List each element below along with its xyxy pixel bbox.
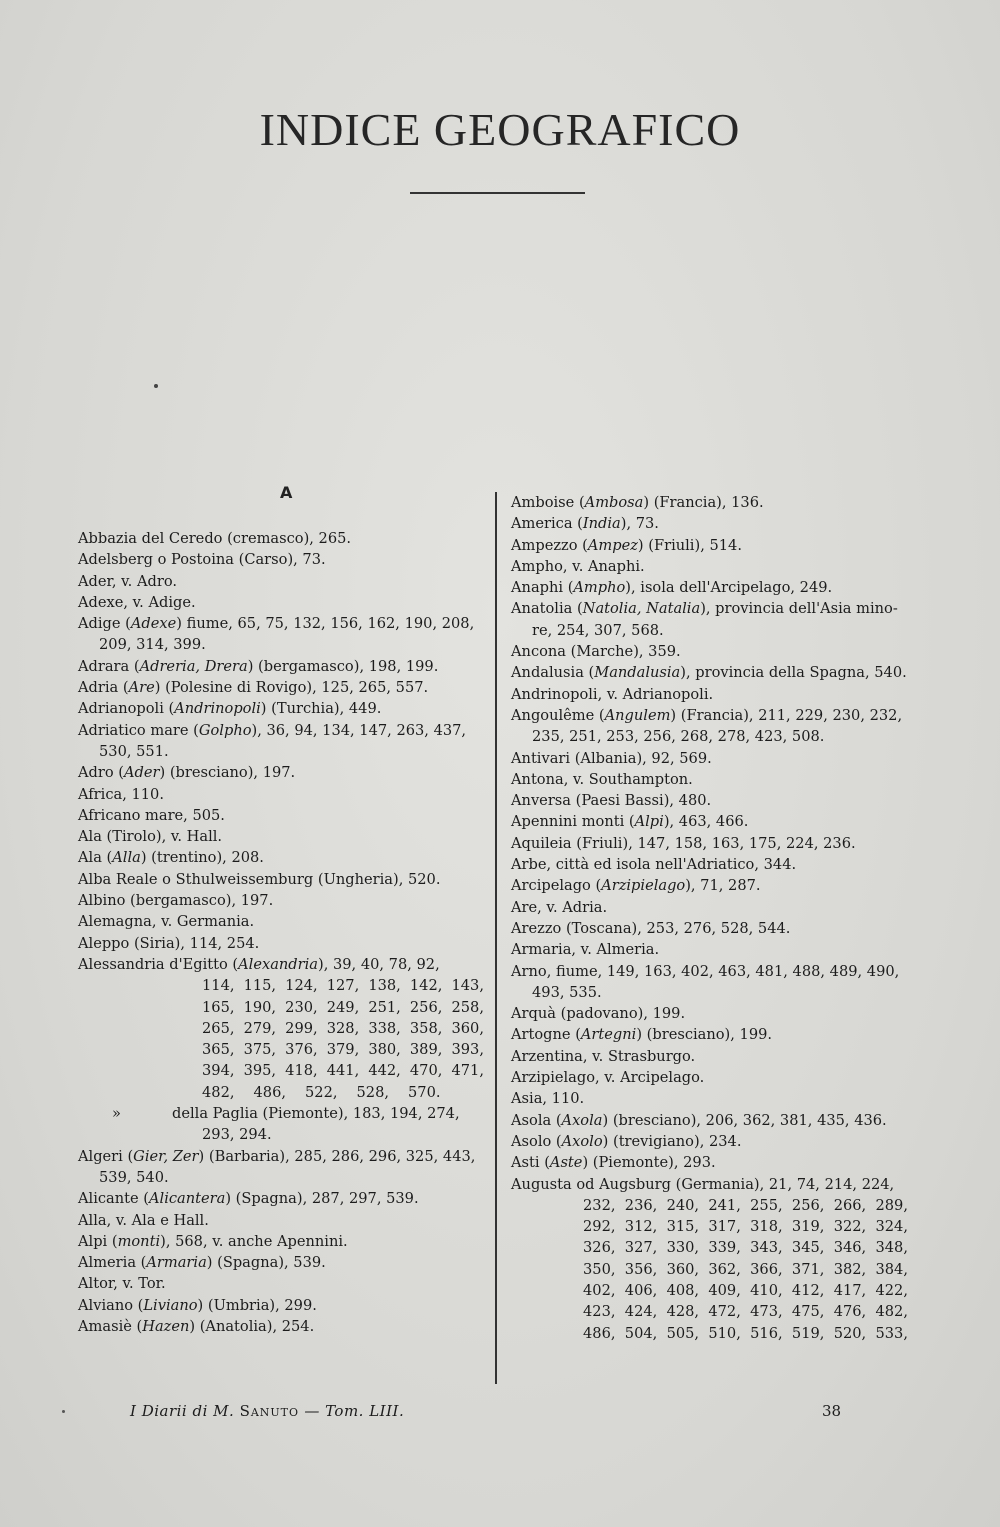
page-ref: 143, (451, 977, 484, 995)
page-number-row (78, 997, 490, 1018)
page-number-line (583, 1259, 908, 1280)
index-entry: Aleppo (Siria), 114, 254. (78, 934, 260, 952)
page-ref: 362, (708, 1260, 741, 1278)
page-ref: 422, (875, 1281, 908, 1299)
page-ref: 360, (451, 1019, 484, 1037)
index-entry: Alemagna, v. Germania. (78, 913, 255, 931)
page-ref: 190, (243, 998, 277, 1016)
page-ref: 379, (326, 1041, 360, 1059)
index-entry: Arno, fiume, 149, 163, 402, 463, 481, 488, 489, 490, (511, 962, 900, 980)
page-ref: 375, (243, 1041, 277, 1059)
column-divider (495, 492, 497, 1384)
page-number-row (511, 1280, 921, 1301)
index-entry: Adrara (Adreria, Drera) (bergamasco), 198, 199. (78, 657, 439, 675)
index-entry: Altor, v. Tor. (78, 1275, 166, 1293)
page-ref: 356, (624, 1260, 658, 1278)
section-letter: A (280, 483, 293, 502)
index-entry: Antivari (Albania), 92, 569. (511, 749, 712, 767)
left-column (78, 528, 490, 1337)
index-entry: Adro (Ader) (bresciano), 197. (78, 764, 296, 782)
page-ref: 382, (833, 1260, 867, 1278)
page-ref: 299, (285, 1019, 318, 1037)
page-ref: 328, (326, 1019, 360, 1037)
page-number-row (78, 1082, 490, 1103)
index-entry: Adria (Are) (Polesine di Rovigo), 125, 265, 557. (78, 679, 429, 697)
page-ref: 472, (708, 1303, 741, 1321)
page-number-row (511, 1195, 921, 1216)
page-ref: 236, (624, 1196, 658, 1214)
index-entry: Alicante (Alicantera) (Spagna), 287, 297, 539. (78, 1190, 419, 1208)
page-ref: 380, (368, 1041, 401, 1059)
page-ref: 292, (583, 1218, 616, 1236)
footer-title-pre: I Diarii di M. (130, 1402, 240, 1420)
page-ref: 570. (408, 1083, 441, 1101)
index-entry: Antona, v. Southampton. (511, 770, 693, 788)
page-ref: 519, (791, 1324, 825, 1342)
page-title: INDICE GEOGRAFICO (259, 104, 741, 155)
page-ref: 240, (666, 1196, 700, 1214)
index-entry: Angoulême (Angulem) (Francia), 211, 229, 230, 232, (511, 706, 903, 724)
page-ref: 395, (243, 1062, 277, 1080)
page-ref: 319, (791, 1218, 825, 1236)
page-ref: 389, (409, 1041, 443, 1059)
index-entry: Adige (Adexe) fiume, 65, 75, 132, 156, 162, 190, 208, (78, 615, 475, 633)
page-ref: 138, (368, 977, 401, 995)
index-entry: Africano mare, 505. (78, 806, 225, 824)
page-number-line (202, 1082, 484, 1103)
page-number-row (78, 1060, 490, 1081)
page-ref: 384, (875, 1260, 908, 1278)
page-ref: 522, (305, 1083, 338, 1101)
page-number-line (583, 1195, 908, 1216)
index-entry: Anaphi (Ampho), isola dell'Arcipelago, 249. (511, 579, 833, 597)
page-ref: 471, (451, 1062, 484, 1080)
index-subentry-text: della Paglia (Piemonte), 183, 194, 274, (172, 1105, 460, 1123)
index-entry-continuation: 209, 314, 399. (99, 636, 206, 654)
page-number-row (511, 1301, 921, 1322)
page-ref: 255, (750, 1196, 783, 1214)
index-entry: Ampezzo (Ampez) (Friuli), 514. (511, 536, 742, 554)
page-ref: 510, (708, 1324, 741, 1342)
index-entry: Ala (Alla) (trentino), 208. (78, 849, 264, 867)
page-ref: 528, (356, 1083, 389, 1101)
page-number-row (78, 1039, 490, 1060)
page-ref: 346, (833, 1239, 867, 1257)
page-ref: 504, (624, 1324, 658, 1342)
page-ref: 114, (202, 977, 235, 995)
page-ref: 330, (666, 1239, 700, 1257)
index-entry: Alpi (monti), 568, v. anche Apennini. (78, 1232, 348, 1250)
index-entry: Armaria, v. Almeria. (511, 941, 660, 959)
index-entry: Arzipielago, v. Arcipelago. (511, 1069, 705, 1087)
page-number-row (511, 1259, 921, 1280)
page-ref: 482, (202, 1083, 235, 1101)
index-entry: Alviano (Liviano) (Umbria), 299. (78, 1296, 317, 1314)
page-ref: 482, (875, 1303, 908, 1321)
page-ref: 249, (326, 998, 360, 1016)
index-entry: Arzentina, v. Strasburgo. (511, 1047, 696, 1065)
index-entry: Asti (Aste) (Piemonte), 293. (511, 1154, 716, 1172)
index-entry: Ampho, v. Anaphi. (511, 557, 645, 575)
index-entry: Amboise (Ambosa) (Francia), 136. (511, 494, 764, 511)
page-ref: 394, (202, 1062, 235, 1080)
page-ref: 327, (624, 1239, 658, 1257)
page-ref: 241, (708, 1196, 741, 1214)
index-entry: Aquileia (Friuli), 147, 158, 163, 175, 224, 236. (511, 834, 856, 852)
page-ref: 409, (708, 1281, 741, 1299)
page-ref: 423, (583, 1303, 616, 1321)
page-ref: 256, (409, 998, 443, 1016)
index-entry: Adriatico mare (Golpho), 36, 94, 134, 147, 263, 437, (78, 721, 467, 739)
page-ref: 266, (833, 1196, 867, 1214)
page-ref: 258, (451, 998, 484, 1016)
page-footer (0, 1402, 1000, 1426)
page-number-row (78, 1018, 490, 1039)
page-ref: 338, (368, 1019, 401, 1037)
page-ref: 317, (708, 1218, 741, 1236)
index-entry: Asola (Axola) (bresciano), 206, 362, 381, 435, 436. (511, 1111, 887, 1129)
page-ref: 142, (409, 977, 443, 995)
page-ref: 348, (875, 1239, 908, 1257)
page-ref: 533, (875, 1324, 908, 1342)
index-entry-continuation: 530, 551. (99, 742, 169, 760)
page-number-line (583, 1280, 908, 1301)
page-ref: 371, (791, 1260, 825, 1278)
page-ref: 230, (285, 998, 318, 1016)
page-ref: 393, (451, 1041, 484, 1059)
page-ref: 265, (202, 1019, 235, 1037)
index-entry: Are, v. Adria. (511, 898, 608, 916)
index-entry: Anatolia (Natolia, Natalia), provincia dell'Asia mino- (511, 600, 898, 618)
index-entry: Almeria (Armaria) (Spagna), 539. (78, 1254, 326, 1272)
page-ref: 412, (791, 1281, 825, 1299)
page-number-line (583, 1216, 908, 1237)
page-ref: 343, (750, 1239, 783, 1257)
index-entry: Adelsberg o Postoina (Carso), 73. (78, 551, 326, 569)
index-entry: Augusta od Augsburg (Germania), 21, 74, 214, 224, (511, 1175, 895, 1193)
page-ref: 516, (750, 1324, 783, 1342)
index-entry: America (India), 73. (511, 515, 659, 533)
index-entry: Alba Reale o Sthulweissemburg (Ungheria), 520. (78, 870, 441, 888)
page-number-line (583, 1237, 908, 1258)
page-ref: 402, (583, 1281, 616, 1299)
page-ref: 251, (368, 998, 401, 1016)
page-ref: 115, (243, 977, 277, 995)
page-ref: 358, (409, 1019, 443, 1037)
page-number-line (583, 1301, 908, 1322)
page-ref: 232, (583, 1196, 616, 1214)
page-ref: 428, (666, 1303, 700, 1321)
index-entry: Alla, v. Ala e Hall. (78, 1211, 209, 1229)
index-subentry-continuation: 293, 294. (202, 1126, 272, 1144)
page-ref: 475, (791, 1303, 825, 1321)
page-ref: 520, (833, 1324, 867, 1342)
index-entry: Apennini monti (Alpi), 463, 466. (511, 813, 749, 831)
page-ref: 256, (791, 1196, 825, 1214)
page-ref: 124, (285, 977, 318, 995)
index-entry: Albino (bergamasco), 197. (78, 892, 274, 910)
index-entry: Arquà (padovano), 199. (511, 1005, 686, 1023)
page-ref: 165, (202, 998, 235, 1016)
page-ref: 339, (708, 1239, 741, 1257)
page-ref: 505, (666, 1324, 700, 1342)
index-entry: Arezzo (Toscana), 253, 276, 528, 544. (511, 919, 791, 937)
index-entry: Arbe, città ed isola nell'Adriatico, 344. (511, 856, 797, 874)
page-ref: 326, (583, 1239, 616, 1257)
footer-title (130, 1402, 404, 1420)
index-entry: Arcipelago (Arzipielago), 71, 287. (511, 877, 761, 895)
index-entry-continuation: 235, 251, 253, 256, 268, 278, 423, 508. (532, 728, 825, 746)
ink-speck (154, 384, 158, 388)
index-entry: Ader, v. Adro. (78, 572, 177, 590)
page-ref: 486, (583, 1324, 616, 1342)
page-ref: 476, (833, 1303, 867, 1321)
page-ref: 418, (285, 1062, 318, 1080)
page-number: 38 (822, 1402, 842, 1420)
ditto-mark: » (112, 1105, 121, 1123)
page-ref: 441, (326, 1062, 360, 1080)
page-number-line (202, 1039, 484, 1060)
page-ref: 312, (624, 1218, 658, 1236)
page-number-line (202, 997, 484, 1018)
footer-author: Sanuto (239, 1402, 300, 1420)
page-ref: 486, (253, 1083, 286, 1101)
index-entry: Adexe, v. Adige. (78, 593, 196, 611)
index-entry: Asolo (Axolo) (trevigiano), 234. (511, 1132, 742, 1150)
page-ref: 442, (368, 1062, 401, 1080)
page-number-line (202, 1018, 484, 1039)
page-ref: 322, (833, 1218, 867, 1236)
index-entry: Africa, 110. (78, 785, 164, 803)
title-rule (410, 192, 585, 194)
index-entry: Adrianopoli (Andrinopoli) (Turchia), 449. (78, 700, 382, 718)
index-entry: Andrinopoli, v. Adrianopoli. (511, 685, 714, 703)
page-number-row (511, 1323, 921, 1344)
index-entry: Ala (Tirolo), v. Hall. (78, 828, 223, 846)
page-ref: 365, (202, 1041, 235, 1059)
index-entry: Abbazia del Ceredo (cremasco), 265. (78, 530, 352, 547)
page-ref: 360, (666, 1260, 700, 1278)
index-entry: Asia, 110. (511, 1090, 585, 1108)
page-ref: 279, (243, 1019, 277, 1037)
index-subentry (78, 1103, 490, 1124)
page-ref: 410, (750, 1281, 783, 1299)
page-ref: 470, (409, 1062, 443, 1080)
page-number-line (202, 975, 484, 996)
index-entry: Amasiè (Hazen) (Anatolia), 254. (78, 1317, 315, 1335)
page-ref: 376, (285, 1041, 318, 1059)
page-ref: 127, (326, 977, 360, 995)
index-entry: Anversa (Paesi Bassi), 480. (511, 792, 712, 810)
page-ref: 289, (875, 1196, 908, 1214)
index-entry: Alessandria d'Egitto (Alexandria), 39, 40, 78, 92, (78, 955, 440, 973)
page-number-row (511, 1237, 921, 1258)
right-column (511, 492, 921, 1344)
index-entry: Artogne (Artegni) (bresciano), 199. (511, 1026, 773, 1044)
page-number-row (78, 975, 490, 996)
page-ref: 417, (833, 1281, 867, 1299)
index-entry-continuation: 539, 540. (99, 1168, 169, 1186)
index-entry: Ancona (Marche), 359. (511, 643, 681, 661)
page-ref: 366, (750, 1260, 783, 1278)
page-ref: 318, (750, 1218, 783, 1236)
page-ref: 350, (583, 1260, 616, 1278)
page-ref: 406, (624, 1281, 658, 1299)
page-ref: 424, (624, 1303, 658, 1321)
page-ref: 473, (750, 1303, 783, 1321)
index-entry: Algeri (Gier, Zer) (Barbaria), 285, 286, 296, 325, 443, (78, 1147, 476, 1165)
page-ref: 408, (666, 1281, 700, 1299)
page-number-line (583, 1323, 908, 1344)
index-entry-continuation: re, 254, 307, 568. (532, 621, 664, 639)
page-ref: 315, (666, 1218, 700, 1236)
page-number-row (511, 1216, 921, 1237)
footer-title-post: — Tom. LIII. (299, 1402, 405, 1420)
page-ref: 345, (791, 1239, 825, 1257)
index-entry: Andalusia (Mandalusia), provincia della Spagna, 540. (511, 664, 907, 682)
page-ref: 324, (875, 1218, 908, 1236)
index-entry-continuation: 493, 535. (532, 983, 602, 1001)
page-number-line (202, 1060, 484, 1081)
